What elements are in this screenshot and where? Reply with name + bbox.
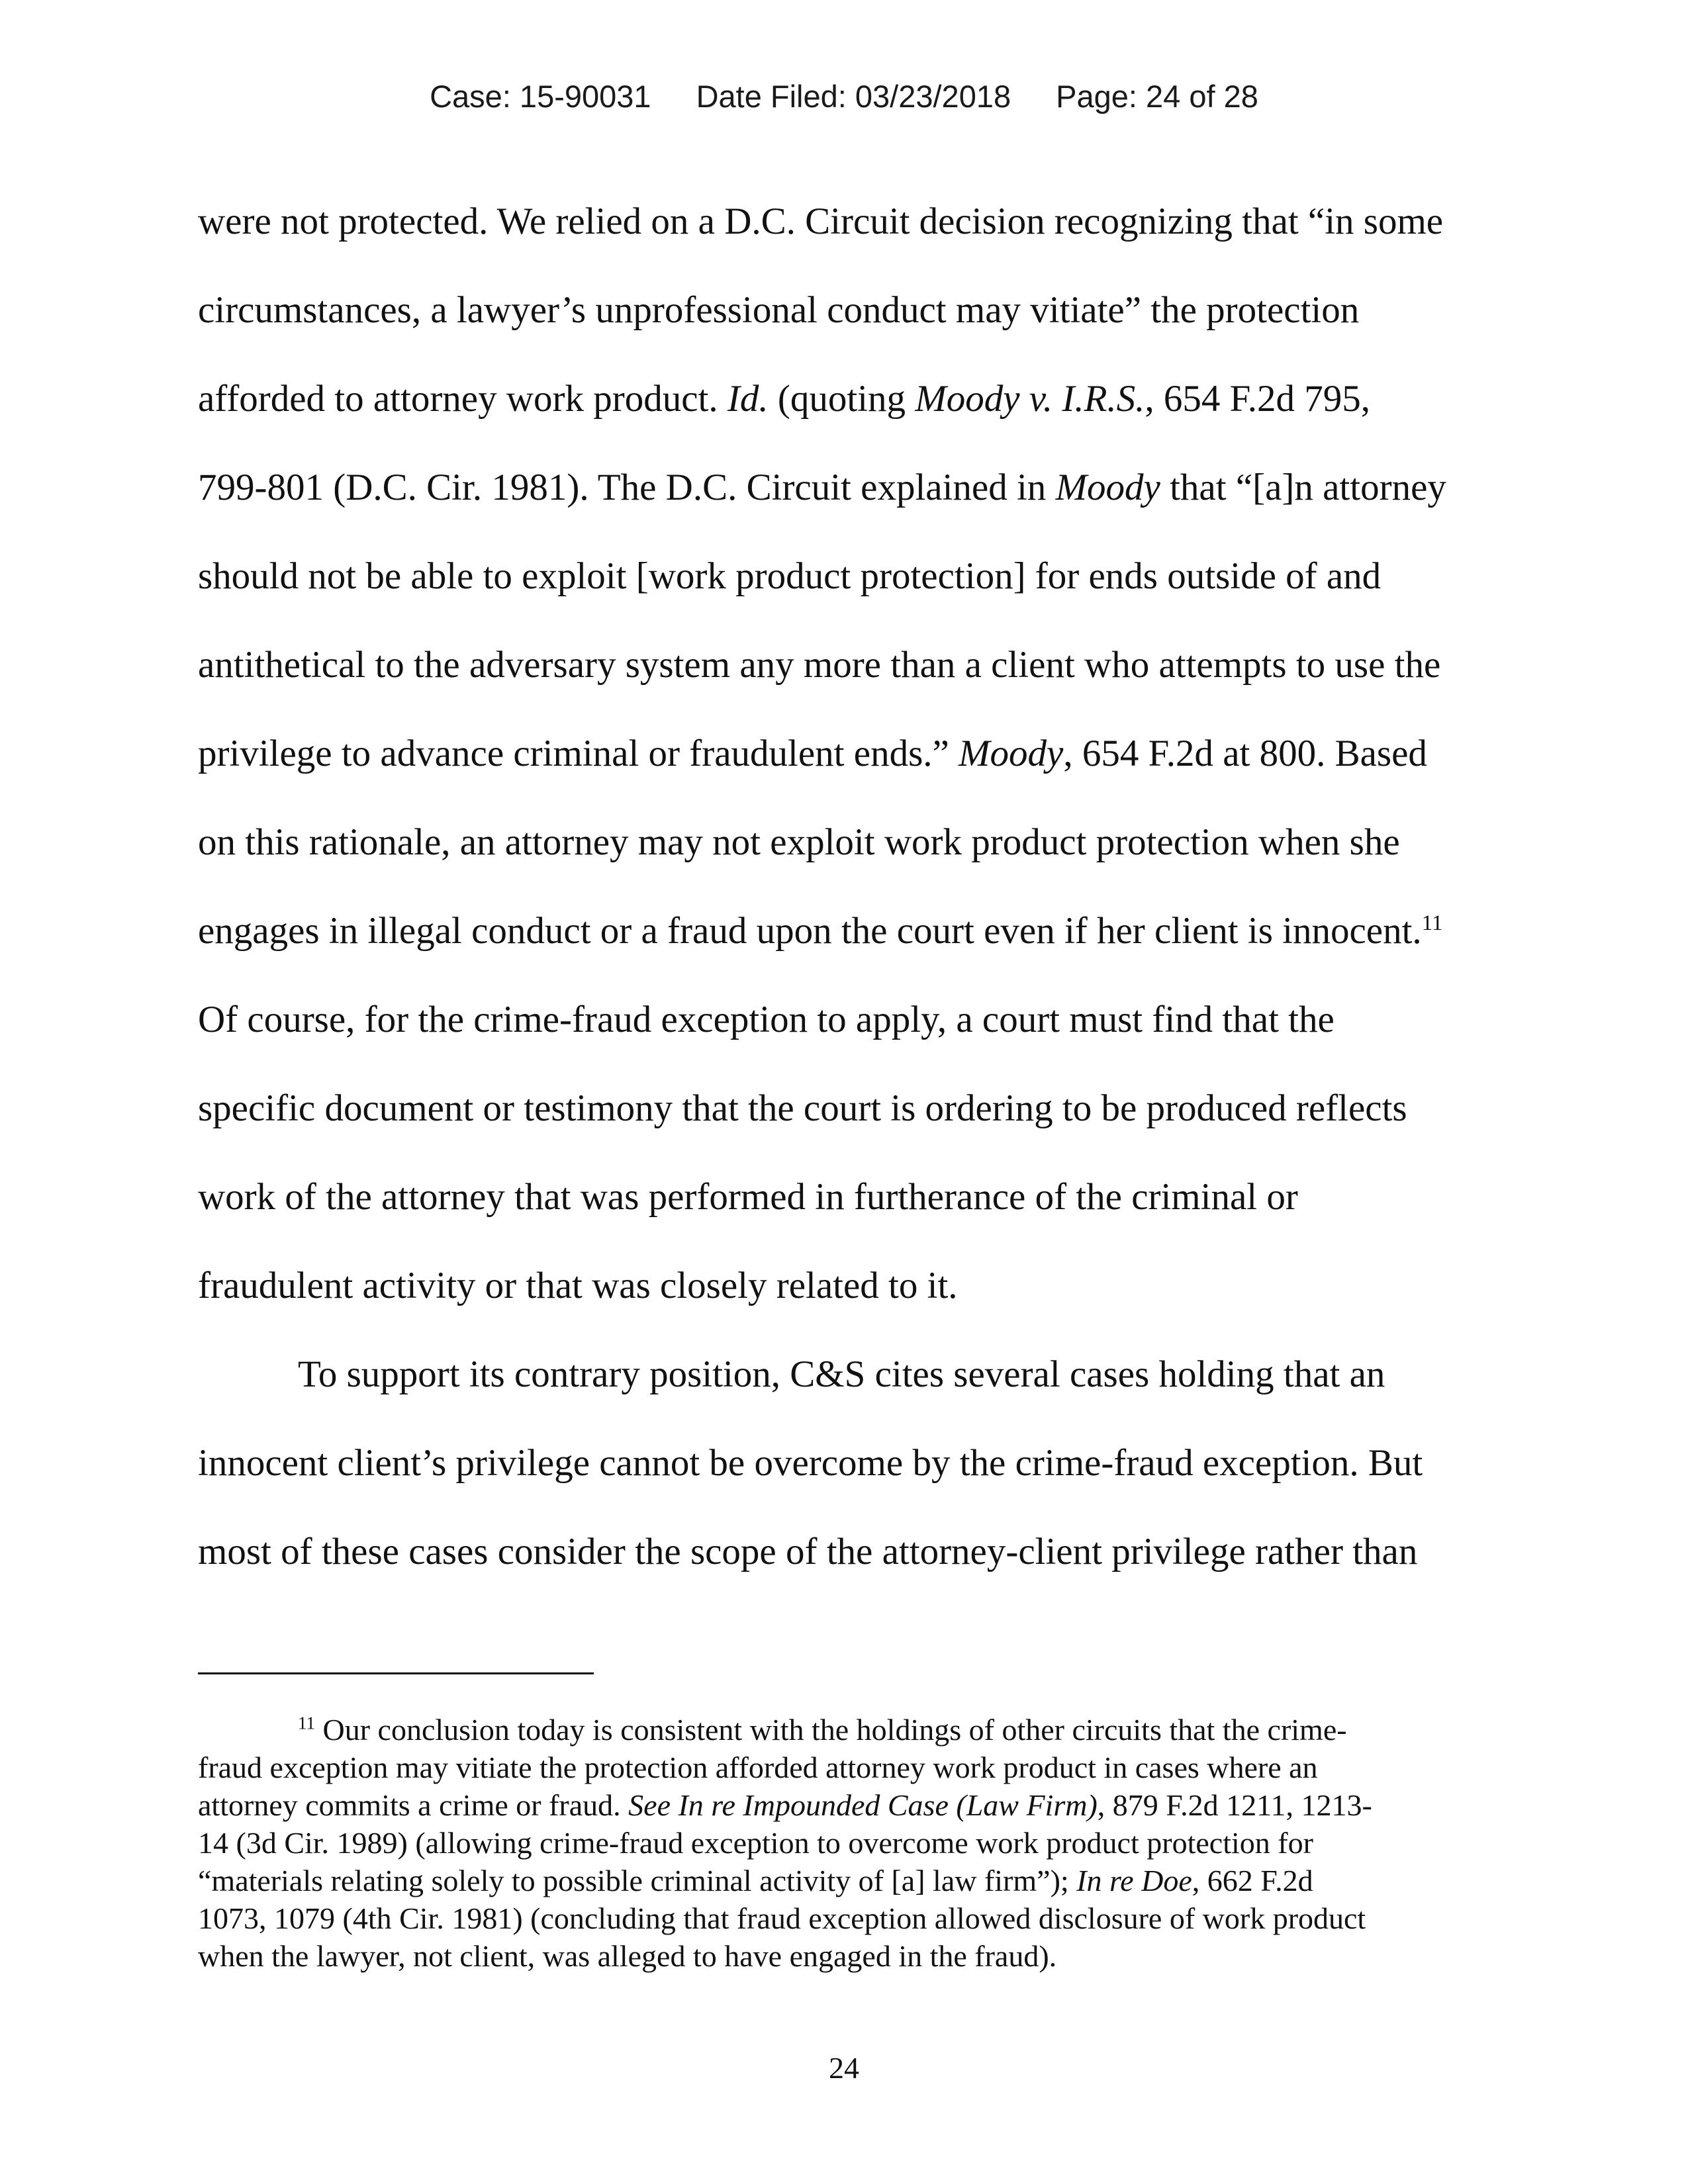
text-run: when the lawyer, not client, was alleged to have engaged in the fraud). xyxy=(198,1939,1057,1973)
text-run: circumstances, a lawyer’s unprofessional conduct may vitiate” the protection xyxy=(198,289,1360,331)
footnote-line xyxy=(198,1866,1313,1896)
text-run: innocent client’s privilege cannot be overcome by the crime-fraud exception. But xyxy=(198,1442,1423,1484)
text-run: “materials relating solely to possible criminal activity of [a] law firm”); xyxy=(198,1864,1077,1897)
italic-citation: Moody xyxy=(959,733,1064,774)
body-line xyxy=(198,380,1370,418)
text-run: privilege to advance criminal or fraudulent ends.” xyxy=(198,733,959,774)
date-filed: Date Filed: 03/23/2018 xyxy=(696,79,1011,114)
italic-citation: In re Doe xyxy=(1076,1864,1192,1897)
body-line xyxy=(198,823,1400,861)
text-run: antithetical to the adversary system any more than a client who attempts to use the xyxy=(198,644,1441,686)
footnote-line xyxy=(198,1752,1318,1783)
text-run: , 654 F.2d 795, xyxy=(1145,378,1371,420)
text-run: engages in illegal conduct or a fraud upon the court even if her client is innocent. xyxy=(198,910,1422,952)
page-count: Page: 24 of 28 xyxy=(1056,79,1258,114)
footnote-line xyxy=(198,1828,1313,1858)
footnote-marker: 11 xyxy=(298,1713,315,1733)
page-header xyxy=(0,78,1688,114)
body-line xyxy=(198,646,1440,684)
footnote-line xyxy=(198,1941,1056,1972)
text-run: most of these cases consider the scope of the attorney-client privilege rather than xyxy=(198,1531,1418,1572)
text-run: should not be able to exploit [work product protection] for ends outside of and xyxy=(198,555,1382,597)
body-line xyxy=(198,1444,1423,1482)
italic-citation: See In re Impounded Case (Law Firm) xyxy=(628,1788,1098,1822)
body-line xyxy=(198,1533,1417,1570)
footnote-line xyxy=(198,1903,1366,1934)
text-run: , 662 F.2d xyxy=(1192,1864,1313,1897)
text-run: on this rationale, an attorney may not exploit work product protection when she xyxy=(198,821,1400,863)
text-run: , 654 F.2d at 800. Based xyxy=(1063,733,1427,774)
text-run: specific document or testimony that the court is ordering to be produced reflects xyxy=(198,1087,1407,1129)
text-run: To support its contrary position, C&S cites several cases holding that an xyxy=(298,1353,1385,1395)
body-line xyxy=(198,469,1446,506)
body-line xyxy=(198,1267,958,1304)
footnote-line xyxy=(298,1715,1347,1745)
text-run: that “[a]n attorney xyxy=(1160,467,1446,508)
text-run: fraud exception may vitiate the protection afforded attorney work product in cases where an xyxy=(198,1751,1318,1784)
page-number: 24 xyxy=(829,2051,859,2085)
body-line xyxy=(198,1089,1407,1127)
italic-citation: Moody xyxy=(1055,467,1160,508)
italic-citation: Moody v. I.R.S. xyxy=(915,378,1145,420)
text-run: 14 (3d Cir. 1989) (allowing crime-fraud exception to overcome work product protection for xyxy=(198,1826,1313,1860)
footnote-separator xyxy=(198,1672,594,1674)
body-line xyxy=(298,1355,1385,1393)
text-run: were not protected. We relied on a D.C. Circuit decision recognizing that “in some xyxy=(198,201,1444,242)
body-line xyxy=(198,735,1427,772)
footnote-line xyxy=(198,1790,1372,1821)
text-run: , 879 F.2d 1211, 1213- xyxy=(1097,1788,1372,1822)
text-run: Our conclusion today is consistent with the holdings of other circuits that the crime- xyxy=(315,1713,1347,1747)
italic-citation: Id. xyxy=(727,378,769,420)
body-line xyxy=(198,1178,1298,1216)
text-run: Of course, for the crime-fraud exception to apply, a court must find that the xyxy=(198,999,1335,1040)
body-line xyxy=(198,203,1443,240)
body-line xyxy=(198,912,1442,950)
text-run: 1073, 1079 (4th Cir. 1981) (concluding that fraud exception allowed disclosure of work product xyxy=(198,1901,1366,1935)
text-run: work of the attorney that was performed in furtherance of the criminal or xyxy=(198,1176,1298,1218)
text-run: afforded to attorney work product. xyxy=(198,378,727,420)
footnote-marker: 11 xyxy=(1421,911,1443,935)
case-number: Case: 15-90031 xyxy=(430,79,651,114)
text-run: fraudulent activity or that was closely related to it. xyxy=(198,1265,958,1306)
body-line xyxy=(198,291,1359,329)
body-line xyxy=(198,557,1381,595)
body-line xyxy=(198,1001,1335,1038)
text-run: attorney commits a crime or fraud. xyxy=(198,1788,629,1822)
text-run: (quoting xyxy=(768,378,915,420)
text-run: 799-801 (D.C. Cir. 1981). The D.C. Circuit explained in xyxy=(198,467,1056,508)
